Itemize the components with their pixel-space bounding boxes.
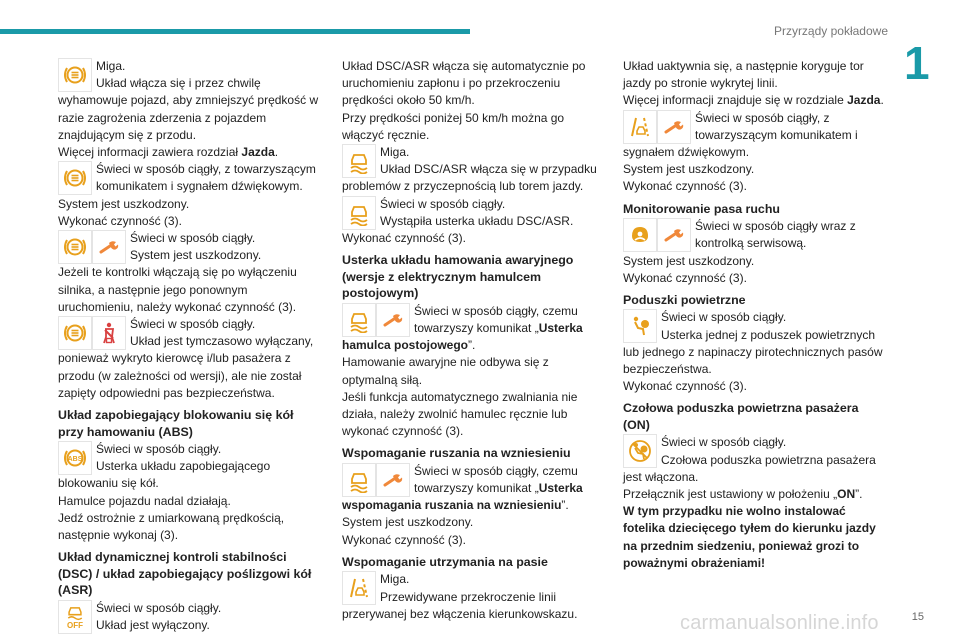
heading-belt-monitoring: Monitorowanie pasa ruchu [623, 201, 780, 216]
entry-text: Świeci w sposób ciągły, z towarzyszącym komunikatem i sygnałem dźwiękowym. [623, 110, 858, 160]
page-number: 15 [911, 611, 924, 623]
entry-hill-start-fault [342, 463, 604, 549]
entry-text: Świeci w sposób ciągły. [661, 310, 787, 325]
seatbelt-monitor-icon [623, 218, 657, 252]
entry-text: Wykonać czynność (3). [58, 213, 182, 228]
brake-warning-icon [58, 316, 92, 350]
heading-dsc: Układ dynamicznej kontroli stabilności (DSC) / układ zapobiegający poślizgowi kół (ASR) [58, 550, 312, 598]
dsc-icon [342, 144, 376, 178]
heading-lane-keeping: Wspomaganie utrzymania na pasie [342, 554, 548, 569]
entry-text: System jest uszkodzony. [623, 162, 755, 177]
off-label: OFF [67, 620, 83, 630]
entry-text: Jeżeli te kontrolki włączają się po wyłączeniu silnika, a następnie jego ponownym uruchomieniu, należy wykonać czynność (3). [58, 265, 297, 314]
entry-text: Świeci w sposób ciągły. [130, 317, 256, 332]
column-3 [623, 58, 887, 572]
entry-text: Układ jest wyłączony. [96, 617, 210, 632]
paragraph: Układ uaktywnia się, a następnie koryguje tor jazdy po stronie wykrytej linii. [623, 59, 864, 91]
entry-text: Świeci w sposób ciągły, czemu towarzyszy komunikat „Usterka hamulca postojowego”. [342, 303, 583, 353]
heading-hill-start: Wspomaganie ruszania na wzniesieniu [342, 446, 571, 461]
entry-text: Jeśli funkcja automatycznego zwalniania nie działa, należy zwolnić hamulec ręcznie lub wykonać czynność (3). [342, 389, 578, 439]
brake-warning-icon [58, 161, 92, 195]
entry-lane-fault [623, 110, 887, 196]
column-1 [58, 58, 322, 634]
chapter-number: 1 [904, 37, 930, 89]
heading-passenger-airbag: Czołowa poduszka powietrzna pasażera (ON) [623, 401, 859, 432]
header-accent-bar [0, 29, 470, 34]
entry-text: Czołowa poduszka powietrzna pasażera jest włączona. [623, 452, 876, 484]
section-title: Przyrządy pokładowe [773, 24, 888, 38]
entry-abs [58, 441, 322, 544]
entry-text: Usterka układu zapobiegającego blokowaniu się kół. [58, 459, 271, 491]
entry-lane-blink [342, 571, 604, 623]
entry-passenger-airbag-on [623, 434, 887, 572]
column-2 [342, 58, 604, 623]
entry-brake-blink [58, 58, 322, 161]
entry-brake-seatbelt [58, 316, 322, 402]
entry-dsc-off [58, 600, 322, 634]
heading-abs: Układ zapobiegający blokowaniu się kół przy hamowaniu (ABS) [58, 408, 294, 439]
wrench-icon [376, 463, 410, 497]
warning-text: W tym przypadku nie wolno instalować fotelika dziecięcego tyłem do kierunku jazdy na przednim siedzeniu, ponieważ grozi to poważnymi obrażeniami! [623, 504, 876, 570]
dsc-icon [342, 463, 376, 497]
heading-emergency-brake: Usterka układu hamowania awaryjnego (wersje z elektrycznym hamulcem postojowym) [342, 253, 574, 301]
entry-dsc-blink [342, 144, 604, 196]
entry-text: Więcej informacji zawiera rozdział Jazda. [58, 145, 279, 160]
dsc-icon [342, 303, 376, 337]
entry-text: Układ DSC/ASR włącza się w przypadku problemów z przyczepnością lub torem jazdy. [342, 162, 597, 194]
entry-text: Świeci w sposób ciągły. [130, 231, 256, 246]
entry-text: System jest uszkodzony. [58, 196, 190, 211]
entry-parking-brake-fault [342, 303, 604, 441]
entry-text: Wykonać czynność (3). [623, 379, 747, 394]
entry-text: Miga. [96, 59, 126, 73]
entry-text: Jedź ostrożnie z umiarkowaną prędkością, następnie wykonaj (3). [58, 510, 285, 543]
entry-text: Świeci w sposób ciągły, z towarzyszącym komunikatem i sygnałem dźwiękowym. [96, 162, 316, 194]
wrench-icon [657, 218, 691, 252]
entry-text: Usterka jednej z poduszek powietrznych lub jednego z napinaczy pirotechnicznych pasów bezpieczeństwa. [623, 327, 883, 377]
lane-departure-icon [623, 110, 657, 144]
entry-text: System jest uszkodzony. [623, 253, 755, 268]
entry-text: Przewidywane przekroczenie linii przerywanej bez włączenia kierunkowskazu. [342, 589, 578, 621]
entry-text: Przełącznik jest ustawiony w położeniu „ON”. [623, 487, 863, 502]
paragraph: Układ DSC/ASR włącza się automatycznie po uruchomieniu zapłonu i po przekroczeniu prędkości około 50 km/h. [342, 59, 586, 108]
entry-airbag-fault [623, 309, 887, 395]
entry-text: Świeci w sposób ciągły. [380, 196, 506, 211]
entry-text: Świeci w sposób ciągły wraz z kontrolką serwisową. [695, 219, 856, 251]
paragraph: Więcej informacji znajduje się w rozdziale Jazda. [623, 93, 884, 108]
wrench-icon [92, 230, 126, 264]
entry-text: Miga. [380, 572, 410, 587]
airbag-off-icon [623, 434, 657, 468]
dsc-icon [342, 196, 376, 230]
brake-warning-icon [58, 230, 92, 264]
entry-text: Wykonać czynność (3). [623, 270, 747, 285]
entry-brake-steady [58, 161, 322, 230]
lane-departure-icon [342, 571, 376, 605]
airbag-icon [623, 309, 657, 343]
dsc-off-icon [58, 600, 92, 634]
entry-text: Wykonać czynność (3). [623, 179, 747, 194]
entry-text: Świeci w sposób ciągły, czemu towarzyszy komunikat „Usterka wspomagania ruszania na wzniesieniu”. [342, 463, 583, 513]
entry-text: System jest uszkodzony. [130, 248, 262, 263]
watermark: carmanualsonline.info [680, 612, 879, 634]
entry-text: Miga. [380, 145, 410, 160]
entry-text: Wystąpiła usterka układu DSC/ASR. [380, 213, 574, 228]
seatbelt-icon [92, 316, 126, 350]
entry-dsc-steady [342, 196, 604, 248]
entry-text: Hamulce pojazdu nadal działają. [58, 493, 231, 508]
entry-belt-monitor-fault [623, 218, 887, 287]
heading-airbags: Poduszki powietrzne [623, 292, 746, 307]
paragraph: Przy prędkości poniżej 50 km/h można go włączyć ręcznie. [342, 110, 565, 142]
entry-text: Świeci w sposób ciągły. [661, 435, 787, 450]
entry-text: Świeci w sposób ciągły. [96, 600, 222, 615]
wrench-icon [657, 110, 691, 144]
entry-brake-service [58, 230, 322, 316]
wrench-icon [376, 303, 410, 337]
entry-text: System jest uszkodzony. [342, 515, 474, 530]
entry-text: Wykonać czynność (3). [342, 231, 466, 246]
entry-text: Wykonać czynność (3). [342, 532, 466, 547]
entry-text: Układ jest tymczasowo wyłączany, ponieważ wykryto kierowcę i/lub pasażera z przodu (w zależności od wersji), ale nie został zapięty odpowiedni pas bezpieczeństwa. [58, 334, 314, 400]
entry-text: Hamowanie awaryjne nie odbywa się z optymalną siłą. [342, 355, 549, 387]
entry-text: Świeci w sposób ciągły. [96, 442, 222, 457]
entry-text: Układ włącza się i przez chwilę wyhamowuje pojazd, aby zmniejszyć prędkość w razie zagrożenia zderzenia z pojazdem znajdującym się z przodu. [58, 76, 319, 142]
abs-icon [58, 441, 92, 475]
brake-warning-icon [58, 58, 92, 92]
